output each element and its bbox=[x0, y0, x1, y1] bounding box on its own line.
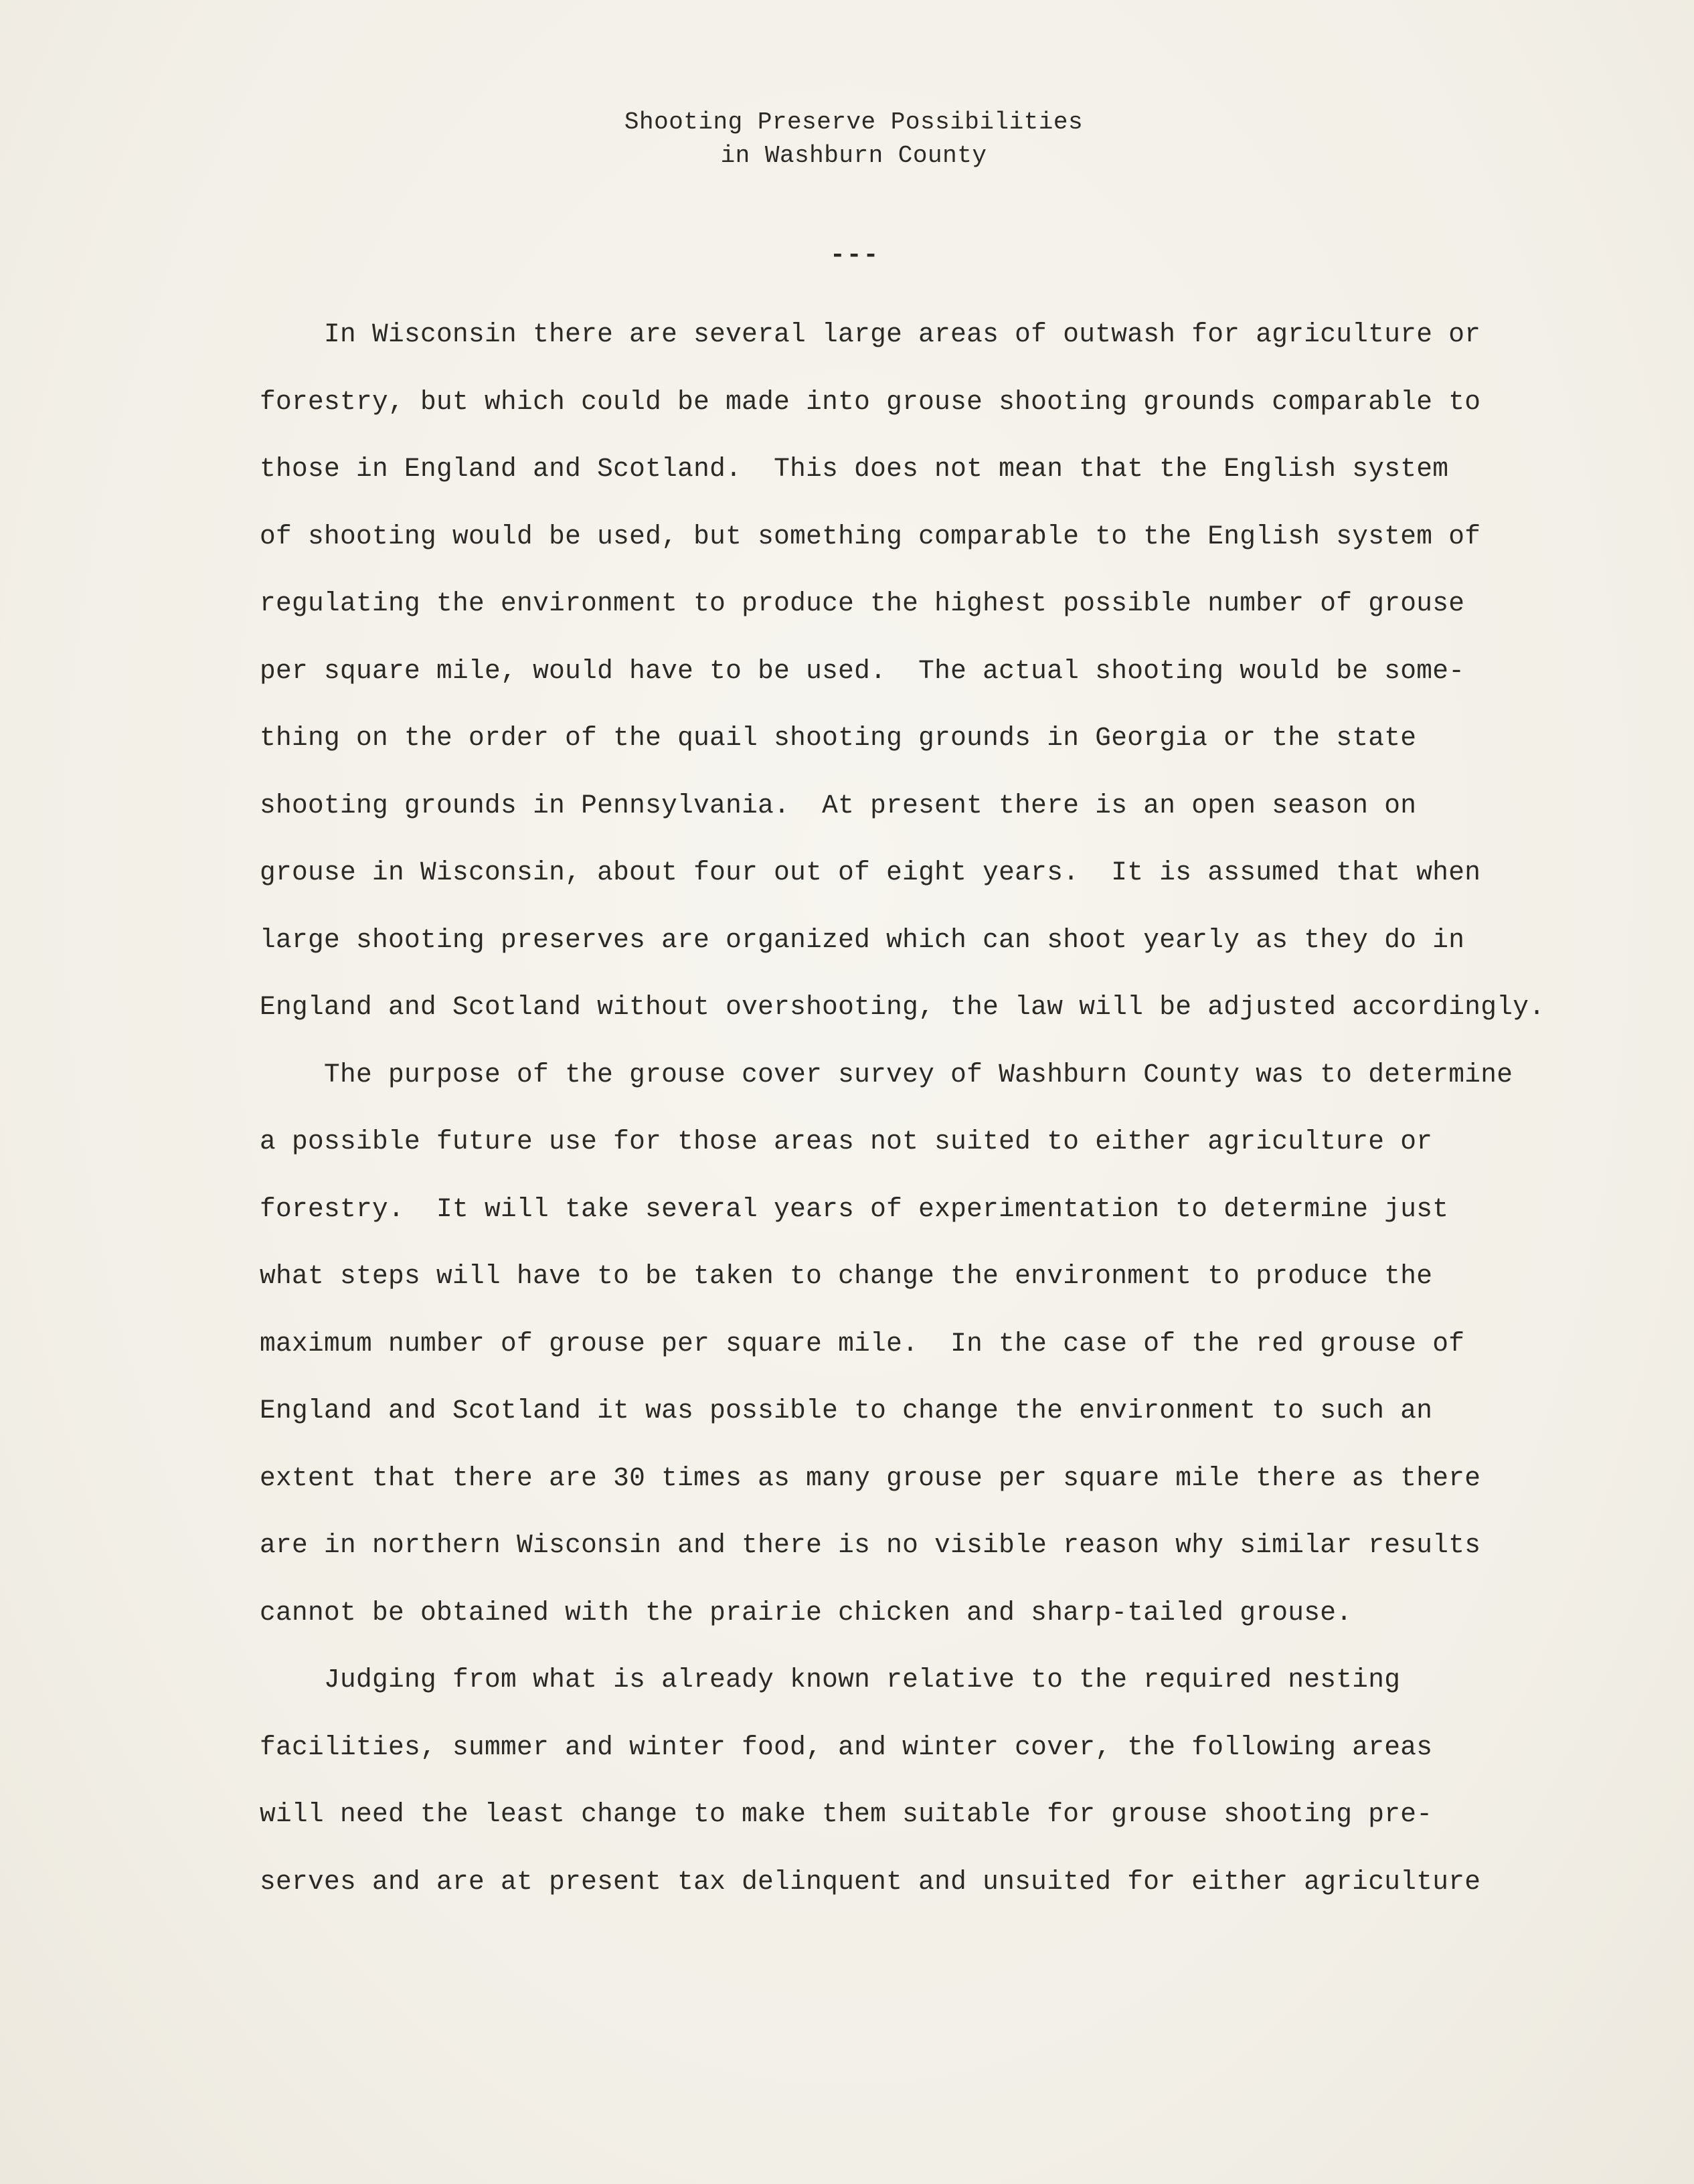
text-line: forestry, but which could be made into grouse shooting grounds comparable to bbox=[260, 386, 1481, 417]
text-line: a possible future use for those areas not suited to either agriculture or bbox=[260, 1126, 1433, 1157]
text-line: are in northern Wisconsin and there is no visible reason why similar results bbox=[260, 1530, 1481, 1560]
text-line: shooting grounds in Pennsylvania. At present there is an open season on bbox=[260, 790, 1417, 821]
text-line: facilities, summer and winter food, and winter cover, the following areas bbox=[260, 1732, 1433, 1762]
text-line: what steps will have to be taken to change the environment to produce the bbox=[260, 1261, 1433, 1291]
text-line: In Wisconsin there are several large areas of outwash for agriculture or bbox=[260, 319, 1481, 349]
text-line: regulating the environment to produce the highest possible number of grouse bbox=[260, 588, 1465, 618]
text-line: cannot be obtained with the prairie chicken and sharp-tailed grouse. bbox=[260, 1597, 1353, 1628]
page-title bbox=[0, 106, 1694, 173]
text-line: large shooting preserves are organized which can shoot yearly as they do in bbox=[260, 924, 1465, 955]
text-line: grouse in Wisconsin, about four out of eight years. It is assumed that when bbox=[260, 857, 1481, 888]
text-line: England and Scotland it was possible to change the environment to such an bbox=[260, 1396, 1433, 1426]
text-line: of shooting would be used, but something comparable to the English system of bbox=[260, 521, 1481, 552]
text-line: forestry. It will take several years of experimentation to determine just bbox=[260, 1193, 1449, 1224]
text-line: England and Scotland without overshooting, the law will be adjusted accordingly. bbox=[260, 992, 1545, 1022]
text-line: Judging from what is already known relative to the required nesting bbox=[260, 1665, 1401, 1695]
section-divider: --- bbox=[830, 241, 880, 270]
text-line: thing on the order of the quail shooting grounds in Georgia or the state bbox=[260, 723, 1417, 753]
body-text bbox=[260, 301, 1551, 1916]
text-line: maximum number of grouse per square mile. In the case of the red grouse of bbox=[260, 1328, 1465, 1359]
text-line: will need the least change to make them suitable for grouse shooting pre- bbox=[260, 1799, 1433, 1829]
text-line: serves and are at present tax delinquent and unsuited for either agriculture bbox=[260, 1866, 1481, 1897]
text-line: per square mile, would have to be used. The actual shooting would be some- bbox=[260, 655, 1465, 686]
text-line: extent that there are 30 times as many grouse per square mile there as there bbox=[260, 1462, 1481, 1493]
text-line: those in England and Scotland. This does not mean that the English system bbox=[260, 454, 1449, 484]
title-line-1: Shooting Preserve Possibilities bbox=[624, 108, 1084, 136]
title-line-2: in Washburn County bbox=[720, 142, 987, 169]
text-line: The purpose of the grouse cover survey of Washburn County was to determine bbox=[260, 1059, 1513, 1090]
